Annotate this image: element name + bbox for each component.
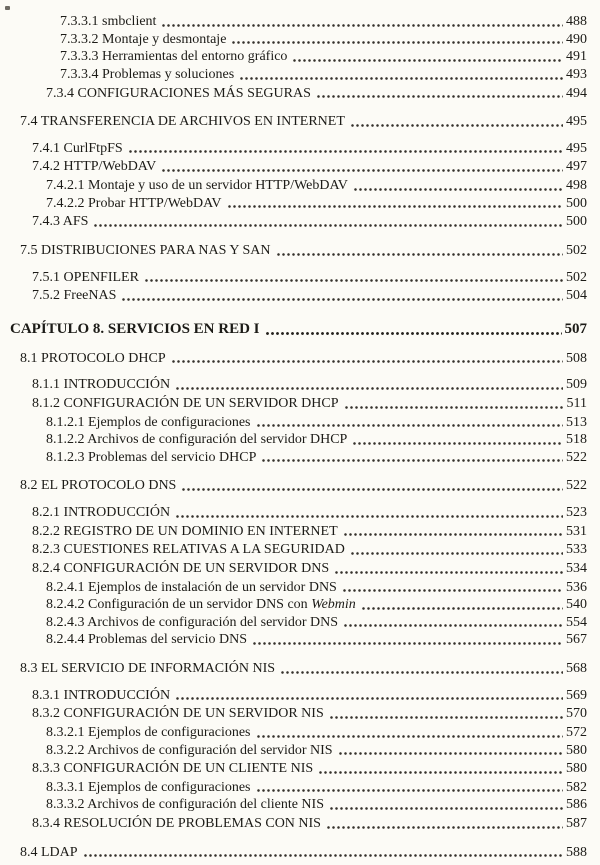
toc-entry-page: 504 <box>566 288 587 304</box>
toc-leader-dots <box>344 406 564 409</box>
toc-leader-dots <box>83 854 563 857</box>
toc-entry <box>10 687 587 705</box>
toc-leader-dots <box>280 671 563 674</box>
toc-entry <box>10 724 587 742</box>
toc-entry-title: 8.2.4.3 Archivos de configuración del servidor DNS <box>46 614 338 630</box>
toc-entry-page: 533 <box>566 542 587 558</box>
toc-entry-title: 8.1.2.2 Archivos de configuración del servidor DHCP <box>46 432 348 448</box>
toc-entry-page: 567 <box>566 632 587 648</box>
toc-leader-dots <box>175 387 563 390</box>
toc-entry <box>10 177 587 195</box>
toc-entry-title: 8.1.2.1 Ejemplos de configuraciones <box>46 414 251 430</box>
toc-entry <box>10 596 587 614</box>
toc-entry <box>10 213 587 231</box>
toc-entry-title: 7.4.1 CurlFtpFS <box>32 140 123 156</box>
toc-entry <box>10 579 587 597</box>
toc-entry-title: 7.3.3.1 smbclient <box>60 14 157 29</box>
toc-leader-dots <box>343 533 563 536</box>
toc-entry <box>10 269 587 287</box>
toc-entry-page: 534 <box>566 560 587 576</box>
toc-entry <box>10 560 587 578</box>
toc-entry <box>10 31 587 49</box>
toc-entry-page: 568 <box>566 661 587 677</box>
toc-entry <box>10 395 587 413</box>
toc-entry <box>10 796 587 814</box>
toc-entry-page: 588 <box>566 844 587 860</box>
toc-entry <box>10 779 587 797</box>
toc-entry-title: 7.4.2.2 Probar HTTP/WebDAV <box>46 195 222 211</box>
toc-entry-page: 582 <box>566 779 587 795</box>
toc-entry <box>10 140 587 158</box>
toc-entry <box>10 541 587 559</box>
toc-entry-title: 8.3.3 CONFIGURACIÓN DE UN CLIENTE NIS <box>32 761 314 777</box>
toc-entry-title: CAPÍTULO 8. SERVICIOS EN RED I <box>10 320 260 337</box>
toc-entry-page: 580 <box>566 742 587 758</box>
toc-entry-page: 497 <box>566 159 587 175</box>
toc-entry <box>10 477 587 495</box>
toc-entry <box>10 13 587 31</box>
toc-entry-title: 8.1.2.3 Problemas del servicio DHCP <box>46 449 257 465</box>
toc-entry <box>10 449 587 467</box>
toc-entry-page: 570 <box>566 706 587 722</box>
toc-entry <box>10 287 587 305</box>
toc-entry-title: 8.2.2 REGISTRO DE UN DOMINIO EN INTERNET <box>32 523 338 539</box>
toc-entry-page: 531 <box>566 523 587 539</box>
toc-leader-dots <box>361 607 563 610</box>
toc-entry-title: 8.3.2.1 Ejemplos de configuraciones <box>46 724 251 740</box>
toc-entry-page: 523 <box>566 505 587 521</box>
toc-leader-dots <box>252 642 563 645</box>
toc-entry-page: 500 <box>566 214 587 230</box>
toc-entry <box>10 66 587 84</box>
toc-leader-dots <box>227 205 563 208</box>
toc-entry <box>10 614 587 632</box>
toc-entry-page: 498 <box>566 178 587 193</box>
toc-entry-page: 502 <box>566 269 587 285</box>
toc-entry <box>10 350 587 368</box>
toc-entry-page: 502 <box>566 242 587 258</box>
toc-entry-title: 8.3.3.1 Ejemplos de configuraciones <box>46 779 251 795</box>
toc-entry-title: 7.4.3 AFS <box>32 214 89 230</box>
toc-entry <box>10 85 587 103</box>
toc-entry-page: 518 <box>566 432 587 448</box>
toc-leader-dots <box>292 59 563 62</box>
toc-entry <box>10 113 587 131</box>
toc-leader-dots <box>161 24 563 27</box>
toc-leader-dots <box>175 697 563 700</box>
toc-leader-dots <box>256 735 563 738</box>
toc-leader-dots <box>350 124 563 127</box>
toc-leader-dots <box>256 789 563 792</box>
toc-entry-title: 7.3.3.3 Herramientas del entorno gráfico <box>60 49 288 65</box>
toc-leader-dots <box>265 332 562 335</box>
toc-entry-title: 8.2.4.1 Ejemplos de instalación de un servidor DNS <box>46 579 337 595</box>
toc-leader-dots <box>318 771 563 774</box>
toc-entry-title: 8.3.4 RESOLUCIÓN DE PROBLEMAS CON NIS <box>32 816 321 832</box>
toc-entry-page: 540 <box>566 597 587 613</box>
toc-leader-dots <box>256 424 563 427</box>
toc-entry <box>10 376 587 394</box>
toc-entry-title: 7.5.2 FreeNAS <box>32 288 117 304</box>
toc-leader-dots <box>161 169 563 172</box>
toc-entry <box>10 844 587 862</box>
toc-entry <box>10 660 587 678</box>
toc-entry-page: 490 <box>566 31 587 47</box>
toc-leader-dots <box>121 298 563 301</box>
toc-leader-dots <box>316 95 563 98</box>
toc-leader-dots <box>329 716 563 719</box>
toc-leader-dots <box>353 188 563 191</box>
toc-leader-dots <box>342 589 563 592</box>
toc-entry <box>10 158 587 176</box>
toc-entry <box>10 320 587 339</box>
toc-entry-page: 572 <box>566 724 587 740</box>
toc-entry-title: 8.2.4.2 Configuración de un servidor DNS con Webmin <box>46 597 356 613</box>
toc-entry-title: 8.3.2.2 Archivos de configuración del servidor NIS <box>46 742 333 758</box>
toc-entry <box>10 414 587 432</box>
toc-entry-page: 522 <box>566 449 587 465</box>
toc-entry <box>10 48 587 66</box>
toc-leader-dots <box>93 224 563 227</box>
toc-entry-title: 8.3 EL SERVICIO DE INFORMACIÓN NIS <box>20 661 276 677</box>
toc-entry-page: 569 <box>566 687 587 703</box>
toc-leader-dots <box>261 459 563 462</box>
toc-leader-dots <box>326 826 563 829</box>
toc-entry <box>10 815 587 833</box>
toc-entry <box>10 504 587 522</box>
toc-entry-title: 8.1.2 CONFIGURACIÓN DE UN SERVIDOR DHCP <box>32 395 339 411</box>
toc-entry-page: 500 <box>566 195 587 211</box>
toc-entry-title: 8.2 EL PROTOCOLO DNS <box>20 478 177 494</box>
toc-entry-title: 8.2.4.4 Problemas del servicio DNS <box>46 632 248 648</box>
toc-leader-dots <box>352 442 563 445</box>
toc-page <box>10 13 587 861</box>
toc-leader-dots <box>329 807 563 810</box>
toc-entry-title: 7.3.3.4 Problemas y soluciones <box>60 66 235 82</box>
toc-entry <box>10 705 587 723</box>
toc-leader-dots <box>334 571 563 574</box>
toc-entry-page: 507 <box>564 320 587 337</box>
toc-entry-title: 7.3.4 CONFIGURACIONES MÁS SEGURAS <box>46 85 311 101</box>
toc-entry-title: 8.1 PROTOCOLO DHCP <box>20 350 166 366</box>
toc-entry-page: 494 <box>566 85 587 101</box>
toc-entry-title: 8.1.1 INTRODUCCIÓN <box>32 377 171 393</box>
toc-entry-page: 495 <box>566 140 587 156</box>
toc-entry-page: 587 <box>566 816 587 832</box>
toc-entry-page: 536 <box>566 579 587 595</box>
toc-entry-page: 511 <box>566 395 587 411</box>
toc-entry-page: 522 <box>566 478 587 494</box>
toc-entry <box>10 195 587 213</box>
toc-leader-dots <box>231 41 563 44</box>
toc-entry-page: 488 <box>566 14 587 29</box>
toc-entry-page: 508 <box>566 350 587 366</box>
toc-entry-title: 8.2.3 CUESTIONES RELATIVAS A LA SEGURIDAD <box>32 542 345 558</box>
toc-entry-title: 8.3.2 CONFIGURACIÓN DE UN SERVIDOR NIS <box>32 706 324 722</box>
toc-entry-page: 586 <box>566 797 587 813</box>
toc-entry-page: 495 <box>566 114 587 130</box>
toc-entry-page: 493 <box>566 66 587 82</box>
toc-entry-title: 7.4 TRANSFERENCIA DE ARCHIVOS EN INTERNET <box>20 114 345 130</box>
toc-leader-dots <box>239 77 563 80</box>
toc-entry <box>10 760 587 778</box>
toc-leader-dots <box>343 624 563 627</box>
toc-leader-dots <box>128 150 563 153</box>
toc-entry <box>10 742 587 760</box>
toc-entry-title: 7.5.1 OPENFILER <box>32 269 139 285</box>
toc-entry-page: 513 <box>566 414 587 430</box>
toc-entry-title: 8.3.1 INTRODUCCIÓN <box>32 687 171 703</box>
toc-leader-dots <box>338 752 563 755</box>
toc-entry-title: 8.3.3.2 Archivos de configuración del cliente NIS <box>46 797 324 813</box>
toc-entry-title: 7.5 DISTRIBUCIONES PARA NAS Y SAN <box>20 242 271 258</box>
toc-entry <box>10 242 587 260</box>
toc-entry-title: 7.4.2 HTTP/WebDAV <box>32 159 157 175</box>
toc-leader-dots <box>144 279 563 282</box>
toc-entry <box>10 523 587 541</box>
toc-entry-page: 509 <box>566 377 587 393</box>
toc-entry-title: 8.4 LDAP <box>20 844 78 860</box>
toc-entry-page: 554 <box>566 614 587 630</box>
toc-entry-title: 7.3.3.2 Montaje y desmontaje <box>60 31 227 47</box>
toc-leader-dots <box>181 488 563 491</box>
toc-entry <box>10 431 587 449</box>
toc-entry-page: 580 <box>566 761 587 777</box>
toc-entry-title: 8.2.1 INTRODUCCIÓN <box>32 505 171 521</box>
scan-artifact <box>5 6 10 10</box>
toc-leader-dots <box>350 552 563 555</box>
toc-entry <box>10 631 587 649</box>
toc-leader-dots <box>175 515 563 518</box>
toc-leader-dots <box>171 360 563 363</box>
toc-entry-title: 7.4.2.1 Montaje y uso de un servidor HTTP/WebDAV <box>46 178 348 193</box>
toc-entry-title: 8.2.4 CONFIGURACIÓN DE UN SERVIDOR DNS <box>32 560 330 576</box>
toc-entry-page: 491 <box>566 49 587 65</box>
toc-leader-dots <box>276 253 564 256</box>
